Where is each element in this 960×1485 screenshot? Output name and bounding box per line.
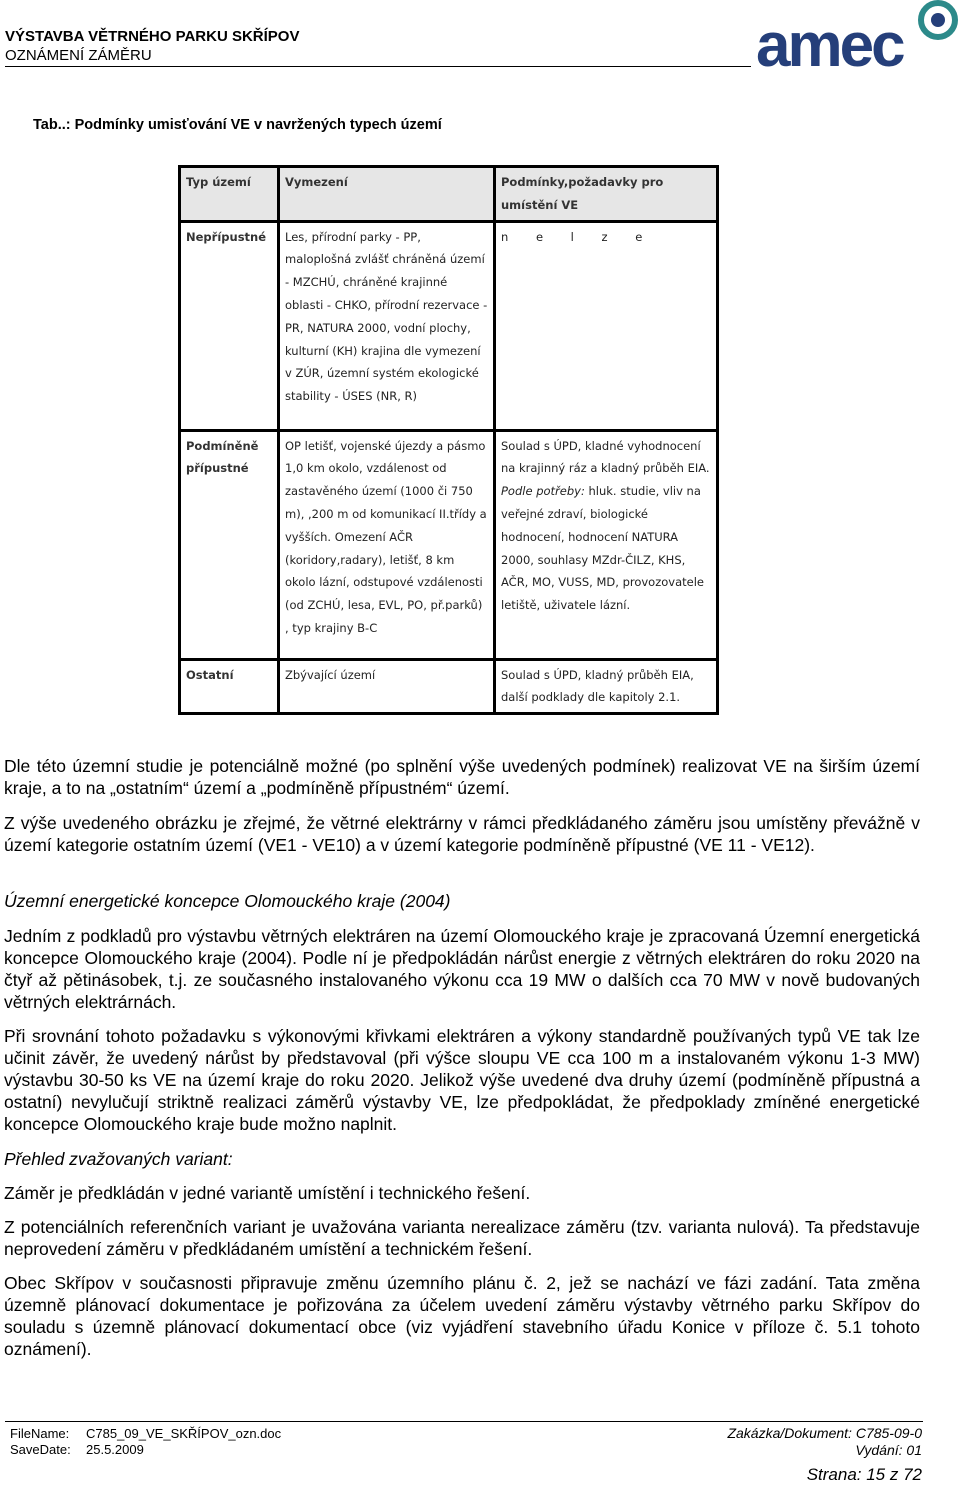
- savedate-label: SaveDate:: [10, 1442, 71, 1457]
- header-rule: [5, 66, 751, 67]
- table-row: [180, 659, 718, 714]
- paragraph: Obec Skřípov v současnosti připravuje změnu územního plánu č. 2, jež se nachází ve fázi zadání. Tata změna územně plánovací dokumentace je pořizována za účelem uvedení záměru výstavby větrného parku Skřípov do souladu s územně plánovací dokumentací obce (viz vyjádření stavebního úřadu Konice v příloze č. 5.1 tohoto oznámení).: [4, 1273, 920, 1359]
- header-cell: Podmínky,požadavky pro umístění VE: [495, 167, 718, 222]
- type-cell: Podmíněně přípustné: [180, 430, 279, 659]
- paragraph: Dle této územní studie je potenciálně možné (po splnění výše uvedených podmínek) realizovat VE na širším území kraje, a to na „ostatním“ území a „podmíněně přípustném“ území.: [4, 756, 920, 798]
- conditions-cell: [495, 430, 718, 659]
- table-header-row: [180, 167, 718, 222]
- filename-value: C785_09_VE_SKŘÍPOV_ozn.doc: [86, 1426, 282, 1441]
- savedate-value: 25.5.2009: [86, 1442, 144, 1457]
- table-caption: Tab..: Podmínky umisťování VE v navržených typech území: [33, 117, 442, 133]
- amec-logo: [752, 0, 960, 72]
- paragraph: Jedním z podkladů pro výstavbu větrných elektráren na území Olomouckého kraje je zpracovaná Územní energetická koncepce Olomouckého kraje (2004). Podle ní je předpokládán nárůst energie z větrných elektráren do roku 2020 na čtyř až pětinásobek, t.j. ze současného instalovaného výkonu cca 19 MW o dalších cca 70 MW v nově budovaných větrných elektrárnách.: [4, 926, 920, 1012]
- table-row: [180, 221, 718, 430]
- paragraph: Z potenciálních referenčních variant je uvažována varianta nerealizace záměru (tzv. varianta nulová). Ta představuje neprovedení záměru v předkládaném umístění a technickém řešení.: [4, 1217, 920, 1259]
- definition-cell: Les, přírodní parky - PP, maloplošná zvlášť chráněná území - MZCHÚ, chráněné krajinné oblasti - CHKO, přírodní rezervace - PR, NATURA 2000, vodní plochy, kulturní (KH) krajina dle vymezení v ZÚR, územní systém ekologické stability - ÚSES (NR, R): [279, 221, 495, 430]
- paragraph: Při srovnání tohoto požadavku s výkonovými křivkami elektráren a výkony standardně používaných typů VE tak lze učinit závěr, že uvedený nárůst by představoval (při výšce sloupu VE cca 100 m a instalovaném výkonu 1-3 MW) výstavbu 30-50 ks VE na území kraje do roku 2020. Jelikož výše uvedené dva druhy území (podmíněně přípustná a ostatní) nevylučují striktně realizaci záměrů výstavby VE, lze předpokládat, že předpoklady zmíněné energetické koncepce Olomouckého kraje bude možno naplnit.: [4, 1026, 920, 1134]
- paragraph: Z výše uvedeného obrázku je zřejmé, že větrné elektrárny v rámci předkládaného záměru jsou umístěny převážně v území kategorie ostatním území (VE1 - VE10) a v území kategorie podmíněně přípustné (VE 11 - VE12).: [4, 813, 920, 855]
- conditions-cell: n e l z e: [495, 221, 718, 430]
- conditions-text: Soulad s ÚPD, kladné vyhodnocení na krajinný ráz a kladný průběh EIA.: [501, 438, 710, 476]
- page-number: Strana: 15 z 72: [806, 1465, 922, 1484]
- filename-label: FileName:: [10, 1426, 70, 1441]
- table-row: [180, 430, 718, 659]
- issue-number: Vydání: 01: [855, 1442, 922, 1458]
- definition-cell: Zbývající území: [279, 659, 495, 714]
- conditions-table: [178, 165, 719, 715]
- conditions-cell: Soulad s ÚPD, kladný průběh EIA, další podklady dle kapitoly 2.1.: [495, 659, 718, 714]
- document-title: VÝSTAVBA VĚTRNÉHO PARKU SKŘÍPOV: [5, 28, 300, 45]
- logo-wordmark: amec: [756, 11, 903, 72]
- document-reference: Zakázka/Dokument: C785-09-0: [727, 1425, 922, 1441]
- conditions-text: hluk. studie, vliv na veřejné zdraví, biologické hodnocení, hodnocení NATURA 2000, souhlasy MZdr-ČILZ, KHS, AČR, MO, VUSS, MD, provozovatele letiště, uživatele lázní.: [501, 484, 704, 613]
- document-subtitle: OZNÁMENÍ ZÁMĚRU: [5, 47, 152, 64]
- conditions-note: Podle potřeby:: [501, 484, 585, 499]
- footer-rule: [5, 1421, 923, 1422]
- header-cell: Vymezení: [279, 167, 495, 222]
- type-cell: Ostatní: [180, 659, 279, 714]
- definition-cell: OP letišť, vojenské újezdy a pásmo 1,0 km okolo, vzdálenost od zastavěného území (1000 či 750 m), ,200 m od komunikací II.třídy a vyšších. Omezení AČR (koridory,radary), letišť, 8 km okolo lázní, odstupové vzdálenosti (od ZCHÚ, lesa, EVL, PO, př.parků) , typ krajiny B-C: [279, 430, 495, 659]
- paragraph: Záměr je předkládán v jedné variantě umístění i technického řešení.: [4, 1183, 531, 1203]
- header-cell: Typ území: [180, 167, 279, 222]
- section-heading: Územní energetické koncepce Olomouckého kraje (2004): [4, 891, 451, 911]
- section-heading: Přehled zvažovaných variant:: [4, 1149, 233, 1169]
- type-cell: Nepřípustné: [180, 221, 279, 430]
